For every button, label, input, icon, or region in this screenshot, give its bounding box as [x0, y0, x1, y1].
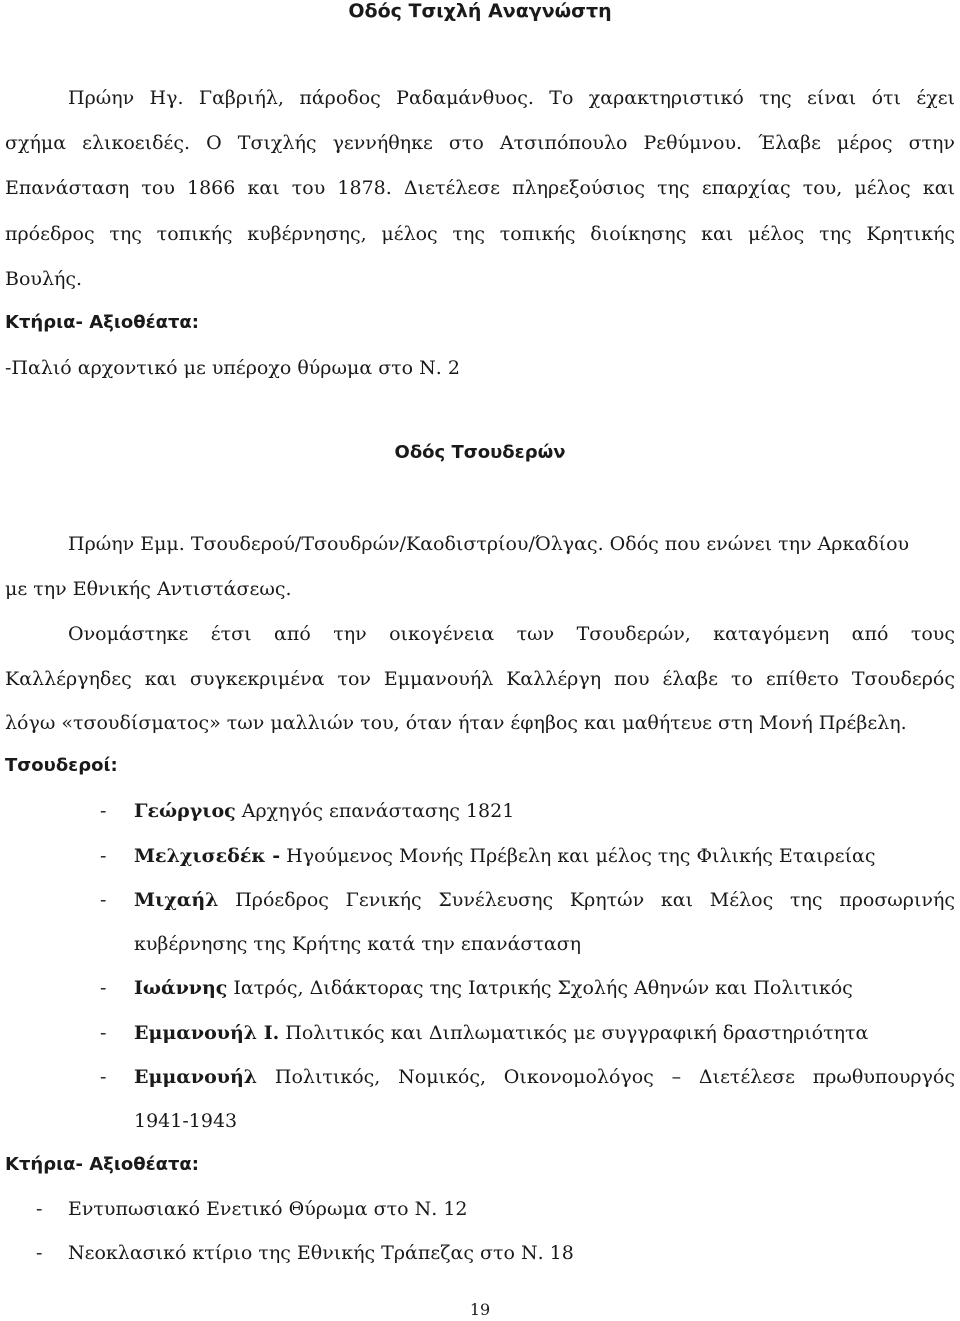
- intro-line: Πρώην Εμμ. Τσουδερού/Τσουδρών/Καοδιστρίου/Όλγας. Οδός που ενώνει την Αρκαδίου: [68, 533, 910, 555]
- list-item: [134, 844, 876, 868]
- paragraph-line: Βουλής.: [5, 268, 83, 290]
- member-name: Ιωάννης: [134, 977, 228, 999]
- list-item: [134, 799, 514, 823]
- member-name: Γεώργιος: [134, 800, 236, 822]
- paragraph-line: Καλλέργηδες και συγκεκριμένα τον Εμμανουήλ Καλλέργη που έλαβε το επίθετο Τσουδερός: [5, 668, 955, 690]
- section-heading-buildings: Κτήρια- Αξιοθέατα:: [5, 312, 200, 333]
- member-desc: Πολιτικός, Νομικός, Οικονομολόγος – Διετέλεσε πρωθυπουργός: [257, 1066, 955, 1088]
- member-desc: Ηγούμενος Μονής Πρέβελη και μέλος της Φιλικής Εταιρείας: [280, 845, 876, 867]
- paragraph-line: πρόεδρος της τοπικής κυβέρνησης, μέλος της τοπικής διοίκησης και μέλος της Κρητικής: [5, 223, 955, 245]
- list-dash: -: [100, 800, 107, 822]
- street-title-tsichli: Οδός Τσιχλή Αναγνώστη: [348, 0, 612, 22]
- list-dash: -: [100, 977, 107, 999]
- list-dash: -: [100, 845, 107, 867]
- list-dash: -: [100, 1066, 107, 1088]
- list-item: [134, 1065, 955, 1089]
- intro-line: με την Εθνικής Αντιστάσεως.: [5, 578, 292, 600]
- building-item: Εντυπωσιακό Ενετικό Θύρωμα στο Ν. 12: [68, 1198, 468, 1220]
- page-number: 19: [469, 1300, 491, 1319]
- building-item: Νεοκλασικό κτίριο της Εθνικής Τράπεζας στο Ν. 18: [68, 1242, 574, 1264]
- member-desc: Πρόεδρος Γενικής Συνέλευσης Κρητών και Μέλος της προσωρινής: [218, 889, 955, 911]
- section-heading-family: Τσουδεροί:: [5, 755, 118, 776]
- paragraph-line: Πρώην Ηγ. Γαβριήλ, πάροδος Ραδαμάνθυος. Το χαρακτηριστικό της είναι ότι έχει: [68, 87, 955, 109]
- list-item-continuation: 1941-1943: [134, 1110, 238, 1132]
- street-title-tsouderon: Οδός Τσουδερών: [394, 442, 566, 463]
- paragraph-line: Ονομάστηκε έτσι από την οικογένεια των Τσουδερών, καταγόμενη από τους: [68, 623, 955, 645]
- member-desc: Πολιτικός και Διπλωματικός με συγγραφική δραστηριότητα: [279, 1022, 869, 1044]
- list-dash: -: [100, 1022, 107, 1044]
- list-dash: -: [36, 1198, 43, 1220]
- list-dash: -: [36, 1242, 43, 1264]
- list-item-continuation: κυβέρνησης της Κρήτης κατά την επανάσταση: [134, 933, 582, 955]
- member-desc: Αρχηγός επανάστασης 1821: [235, 800, 515, 822]
- list-item: [134, 1021, 868, 1045]
- section-heading-buildings: Κτήρια- Αξιοθέατα:: [5, 1154, 200, 1175]
- list-item: [134, 976, 853, 1000]
- paragraph-line: σχήμα ελικοειδές. Ο Τσιχλής γεννήθηκε στο Ατσιπόπουλο Ρεθύμνου. Έλαβε μέρος στην: [5, 132, 955, 154]
- paragraph-line: λόγω «τσουδίσματος» των μαλλιών του, όταν ήταν έφηβος και μαθήτευε στη Μονή Πρέβελη.: [5, 712, 907, 734]
- list-dash: -: [100, 889, 107, 911]
- member-name: Εμμανουήλ Ι.: [134, 1022, 280, 1044]
- member-desc: Ιατρός, Διδάκτορας της Ιατρικής Σχολής Αθηνών και Πολιτικός: [227, 977, 853, 999]
- building-item: -Παλιό αρχοντικό με υπέροχο θύρωμα στο Ν. 2: [5, 357, 460, 379]
- member-name: Μιχαήλ: [134, 889, 219, 911]
- member-name: Μελχισεδέκ -: [134, 845, 281, 867]
- list-item: [134, 888, 955, 912]
- member-name: Εμμανουήλ: [134, 1066, 258, 1088]
- paragraph-line: Επανάσταση του 1866 και του 1878. Διετέλεσε πληρεξούσιος της επαρχίας του, μέλος και: [5, 177, 955, 199]
